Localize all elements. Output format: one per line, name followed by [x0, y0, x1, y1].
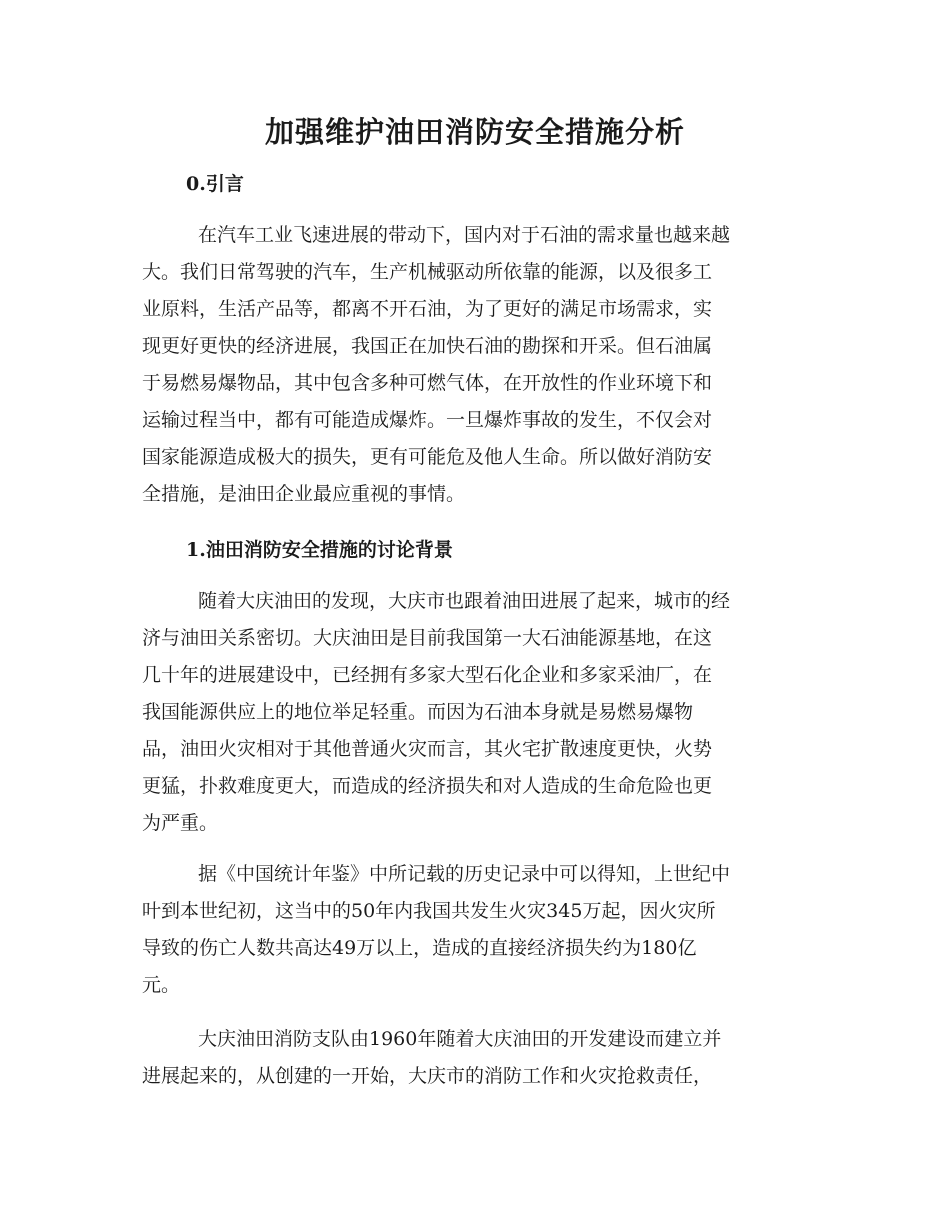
paragraph-line: 叶到本世纪初，这当中的50年内我国共发生火灾345万起，因火灾所 [142, 900, 716, 922]
paragraph-line: 我国能源供应上的地位举足轻重。而因为石油本身就是易燃易爆物 [142, 701, 694, 723]
paragraph-line: 大庆油田消防支队由1960年随着大庆油田的开发建设而建立并 [198, 1028, 722, 1050]
paragraph-line: 为严重。 [142, 812, 219, 834]
paragraph-line: 随着大庆油田的发现，大庆市也跟着油田进展了起来，城市的经 [198, 590, 731, 612]
section-heading-intro: 0.引言 [186, 173, 244, 195]
paragraph-line: 在汽车工业飞速进展的带动下，国内对于石油的需求量也越来越 [198, 224, 731, 246]
paragraph-line: 导致的伤亡人数共高达49万以上，造成的直接经济损失约为180亿 [142, 937, 697, 959]
paragraph-line: 更猛，扑救难度更大，而造成的经济损失和对人造成的生命危险也更 [142, 775, 713, 797]
paragraph-line: 于易燃易爆物品，其中包含多种可燃气体，在开放性的作业环境下和 [142, 372, 713, 394]
paragraph-line: 元。 [142, 974, 181, 996]
paragraph-line: 现更好更快的经济进展，我国正在加快石油的勘探和开采。但石油属 [142, 335, 713, 357]
document-title: 加强维护油田消防安全措施分析 [264, 115, 685, 149]
section-heading-background: 1.油田消防安全措施的讨论背景 [186, 539, 453, 561]
paragraph-line: 济与油田关系密切。大庆油田是目前我国第一大石油能源基地，在这 [142, 627, 713, 649]
paragraph-line: 几十年的进展建设中，已经拥有多家大型石化企业和多家采油厂，在 [142, 664, 713, 686]
paragraph-line: 业原料，生活产品等，都离不开石油，为了更好的满足市场需求，实 [142, 298, 713, 320]
paragraph-line: 全措施，是油田企业最应重视的事情。 [142, 483, 466, 505]
paragraph [142, 1026, 804, 1100]
paragraph [142, 222, 804, 518]
paragraph-line: 据《中国统计年鉴》中所记载的历史记录中可以得知，上世纪中 [198, 863, 731, 885]
paragraph-line: 运输过程当中，都有可能造成爆炸。一旦爆炸事故的发生，不仅会对 [142, 409, 713, 431]
paragraph [142, 861, 804, 1009]
paragraph-line: 国家能源造成极大的损失，更有可能危及他人生命。所以做好消防安 [142, 446, 713, 468]
paragraph-line: 进展起来的，从创建的一开始，大庆市的消防工作和火灾抢救责任， [142, 1065, 713, 1087]
paragraph-line: 品，油田火灾相对于其他普通火灾而言，其火宅扩散速度更快，火势 [142, 738, 713, 760]
paragraph [142, 588, 804, 847]
paragraph-line: 大。我们日常驾驶的汽车，生产机械驱动所依靠的能源，以及很多工 [142, 261, 713, 283]
